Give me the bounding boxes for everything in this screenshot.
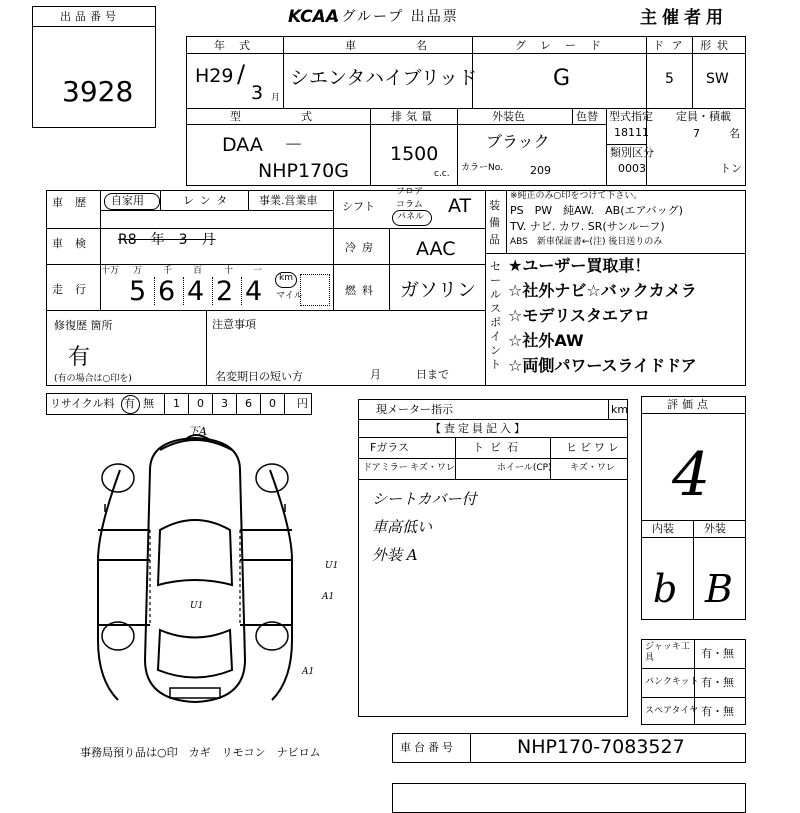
color-value: ブラック bbox=[486, 132, 550, 151]
grade-label: グレード bbox=[515, 39, 615, 52]
office-items: 事務局預り品は○印 カギ リモコン ナビロム bbox=[80, 746, 321, 759]
notes-label: 注意事項 bbox=[212, 318, 256, 331]
mileage-digit-1: 6 bbox=[158, 276, 176, 307]
exterior-value: B bbox=[705, 567, 733, 611]
body-label: 形状 bbox=[700, 39, 734, 52]
interior-value: b bbox=[653, 567, 678, 611]
displacement-label: 排気量 bbox=[391, 110, 436, 123]
crack-label: ヒビワレ bbox=[566, 441, 622, 454]
capacity-value: 7 bbox=[693, 127, 700, 140]
color-label: 外装色 bbox=[492, 110, 525, 123]
shift-value: AT bbox=[448, 195, 472, 217]
vehicle-body: SW bbox=[706, 71, 729, 87]
type-prefix: DAA bbox=[222, 134, 263, 156]
wheel-damage: キズ・ワレ bbox=[570, 463, 615, 473]
repair-value: 有 bbox=[68, 345, 91, 370]
sales-point-2: ☆モデリスタエアロ bbox=[508, 306, 651, 325]
displacement-value: 1500 bbox=[390, 143, 439, 165]
model-spec-value: 18111 bbox=[614, 126, 649, 139]
tool-spare-label: スペアタイヤ bbox=[645, 706, 699, 716]
mileage-label: 走行 bbox=[52, 283, 98, 296]
chassis-value: NHP170-7083527 bbox=[517, 736, 685, 758]
inspector-section: 【査定員記入】 bbox=[430, 422, 528, 435]
color-swap-label: 色替 bbox=[576, 110, 598, 123]
cc-unit: c.c. bbox=[434, 169, 450, 179]
shift-label: シフト bbox=[342, 200, 375, 213]
diagram-mark-right-2: A1 bbox=[322, 592, 335, 602]
history-label: 車歴 bbox=[52, 196, 98, 209]
chip-label: トビ石 bbox=[473, 441, 524, 454]
mirror-label: ドアミラー bbox=[363, 463, 408, 473]
type-label: 型式 bbox=[230, 110, 372, 123]
mileage-unit-0: 十万 bbox=[101, 266, 120, 276]
equipment-label: 装備品 bbox=[489, 199, 500, 246]
inspection-value: R8 年 3 月 bbox=[118, 232, 216, 248]
history-private[interactable]: 自家用 bbox=[111, 194, 144, 207]
mileage-digit-2: 4 bbox=[187, 276, 205, 307]
meter-km: km bbox=[611, 403, 629, 416]
class-label: 類別区分 bbox=[610, 146, 654, 159]
color-no-value: 209 bbox=[530, 164, 551, 177]
mileage-unit-3: 百 bbox=[193, 266, 203, 276]
year-month: 3 bbox=[251, 82, 264, 104]
mileage-unit-2: 千 bbox=[163, 266, 173, 276]
lot-number: 3928 bbox=[62, 75, 134, 108]
repair-note: (有の場合は○印を) bbox=[54, 374, 132, 384]
mileage-unit-5: 一 bbox=[253, 266, 263, 276]
recycle-yen: 円 bbox=[297, 397, 308, 410]
sales-point-0: ★ユーザー買取車！ bbox=[508, 256, 651, 275]
ac-label: 冷房 bbox=[345, 241, 379, 254]
mileage-digit-3: 2 bbox=[216, 276, 234, 307]
diagram-mark-center: U1 bbox=[190, 601, 204, 611]
tool-puncture-value[interactable]: 有・無 bbox=[701, 676, 734, 689]
vehicle-grade: G bbox=[553, 66, 571, 91]
glass-label: Fガラス bbox=[370, 441, 409, 454]
inspection-label: 車検 bbox=[52, 237, 98, 250]
score-label: 評価点 bbox=[667, 398, 712, 411]
mile-unit[interactable]: マイル bbox=[276, 291, 303, 301]
wheel-label: ホイール(CP) bbox=[497, 463, 552, 473]
recycle-digit-2: 3 bbox=[221, 397, 228, 410]
shift-column[interactable]: コラム bbox=[396, 200, 423, 210]
tool-jack-value[interactable]: 有・無 bbox=[701, 647, 734, 660]
mirror-damage: キズ・ワレ bbox=[410, 463, 455, 473]
tool-puncture-label: パンクキット bbox=[645, 677, 699, 687]
tool-jack-label: ジャッキ工具 bbox=[645, 642, 690, 663]
brand-logo: KCAA bbox=[288, 7, 339, 27]
equipment-line1: PS PW 純AW. AB(エアバッグ) bbox=[510, 204, 683, 217]
tool-spare-value[interactable]: 有・無 bbox=[701, 705, 734, 718]
mileage-digit-0: 5 bbox=[129, 276, 147, 307]
sales-point-1: ☆社外ナビ☆バックカメラ bbox=[508, 281, 697, 300]
type-dash: － bbox=[284, 134, 304, 156]
notes-short-term: 名変期日の短い方 bbox=[215, 370, 303, 383]
recycle-label: リサイクル料 bbox=[50, 397, 115, 410]
shift-panel[interactable]: パネル bbox=[397, 212, 425, 222]
notes-day: 日まで bbox=[416, 368, 449, 381]
fuel-label: 燃料 bbox=[345, 284, 379, 297]
door-label: ドア bbox=[653, 39, 691, 52]
handwritten-note-1: シートカバー付 bbox=[372, 490, 477, 508]
sales-point-4: ☆両側パワースライドドア bbox=[508, 356, 697, 375]
history-business[interactable]: 事業.営業車 bbox=[259, 194, 318, 207]
chassis-label: 車台番号 bbox=[400, 741, 456, 754]
diagram-mark-right-1: U1 bbox=[325, 561, 339, 571]
color-no-label: カラーNo. bbox=[461, 163, 503, 173]
score-value: 4 bbox=[672, 440, 711, 510]
month-unit: 月 bbox=[271, 93, 281, 103]
recycle-digit-3: 6 bbox=[245, 397, 252, 410]
handwritten-note-2: 車高低い bbox=[372, 518, 433, 536]
recycle-digit-4: 0 bbox=[269, 397, 276, 410]
handwritten-note-3: 外装 A bbox=[372, 546, 418, 564]
vehicle-doors: 5 bbox=[665, 71, 674, 87]
bottom-partial-box bbox=[392, 783, 746, 813]
meter-label: 現メーター指示 bbox=[376, 403, 453, 416]
year-sep: / bbox=[237, 60, 246, 88]
fuel-value: ガソリン bbox=[400, 279, 477, 301]
repair-label: 修復歴 箇所 bbox=[54, 319, 113, 332]
diagram-mark-right-3: A1 bbox=[302, 667, 315, 677]
equipment-line2: TV. ナビ. カワ. SR(サンルーフ) bbox=[510, 220, 665, 233]
capacity-unit: 名 bbox=[729, 127, 740, 140]
header-title: .グループ 出品票 bbox=[335, 9, 459, 25]
km-unit[interactable]: km bbox=[279, 273, 293, 283]
shift-floor[interactable]: フロア bbox=[396, 187, 424, 197]
load-unit: トン bbox=[720, 162, 742, 175]
capacity-label: 定員・積載 bbox=[676, 110, 731, 123]
mileage-unit-4: 十 bbox=[224, 266, 234, 276]
lot-label: 出品番号 bbox=[60, 10, 120, 23]
year-era: H29 bbox=[195, 65, 234, 87]
model-label: 車名 bbox=[345, 39, 487, 52]
equipment-line3: ABS 新車保証書←(注) 後日送りのみ bbox=[510, 237, 663, 247]
organizer-label: 主催者用 bbox=[640, 8, 728, 28]
notes-month: 月 bbox=[370, 368, 381, 381]
sales-label: セールスポイント bbox=[490, 260, 501, 371]
recycle-yes[interactable]: 有 bbox=[124, 397, 135, 410]
year-label: 年式 bbox=[214, 39, 264, 52]
type-code: NHP170G bbox=[258, 160, 349, 182]
mileage-digit-4: 4 bbox=[245, 276, 263, 307]
model-spec-label: 型式指定 bbox=[609, 110, 653, 123]
sales-point-3: ☆社外AW bbox=[508, 331, 584, 350]
equipment-note: ※純正のみ○印をつけて下さい。 bbox=[510, 191, 643, 201]
recycle-digit-0: 1 bbox=[173, 397, 180, 410]
diagram-mark-front: 下A bbox=[188, 425, 207, 438]
recycle-no[interactable]: 無 bbox=[143, 397, 154, 410]
history-rental[interactable]: レンタ bbox=[183, 194, 234, 207]
class-value: 0003 bbox=[618, 162, 646, 175]
vehicle-name: シエンタハイブリッド bbox=[290, 67, 477, 89]
ac-value: AAC bbox=[416, 238, 456, 260]
interior-label: 内装 bbox=[652, 522, 674, 535]
exterior-label: 外装 bbox=[704, 522, 726, 535]
mileage-unit-1: 万 bbox=[133, 266, 143, 276]
recycle-digit-1: 0 bbox=[197, 397, 204, 410]
